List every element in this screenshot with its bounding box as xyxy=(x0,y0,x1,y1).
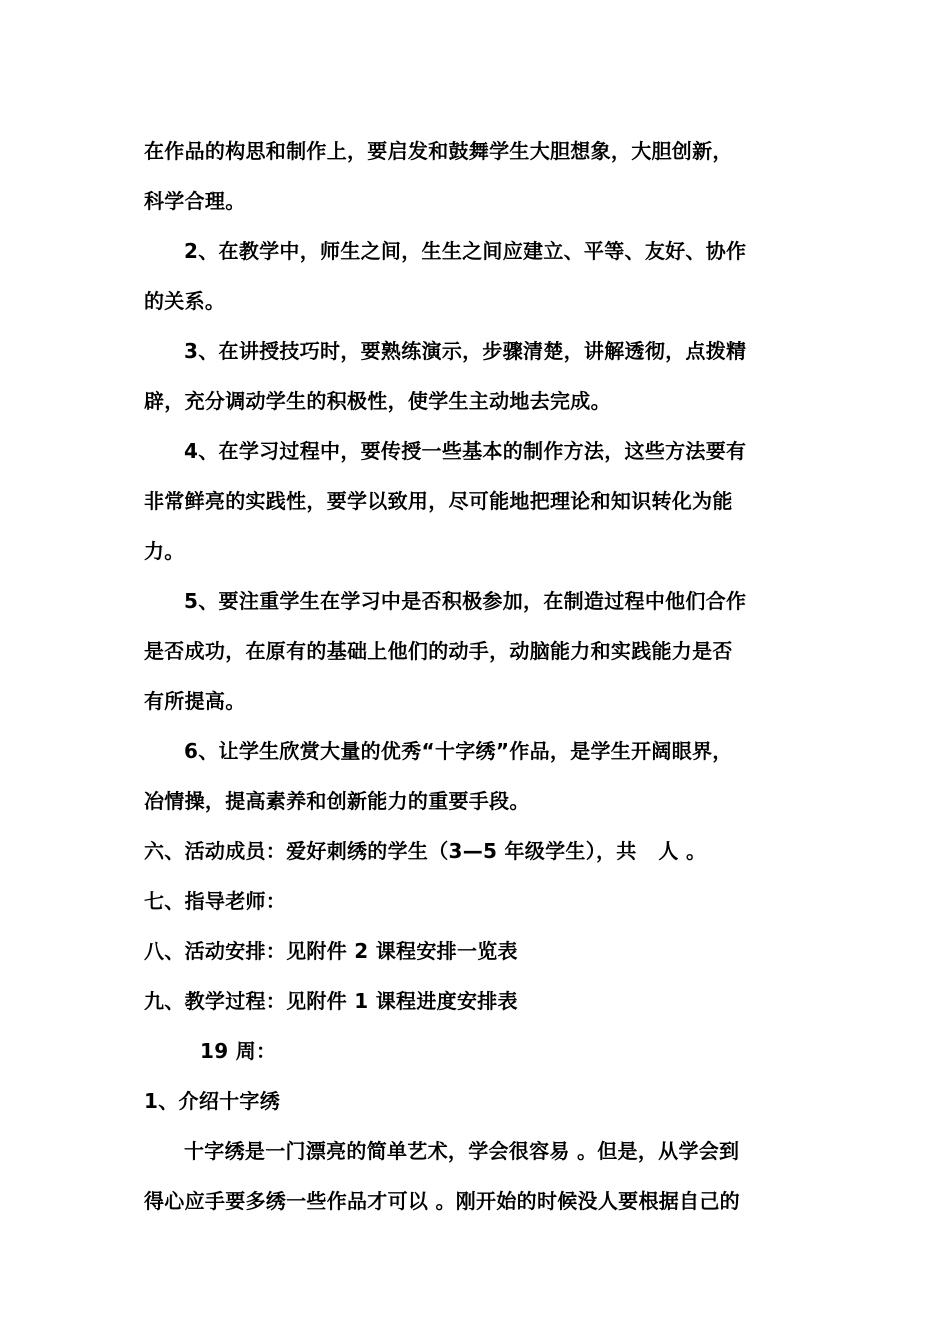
paragraph-line: 是否成功，在原有的基础上他们的动手，动脑能力和实践能力是否 xyxy=(144,639,733,663)
paragraph-line: 十字绣是一门漂亮的简单艺术，学会很容易 。但是，从学会到 xyxy=(184,1139,740,1163)
section-heading-members: 六、活动成员：爱好刺绣的学生（3—5 年级学生），共 人 。 xyxy=(144,839,707,863)
paragraph-line: 有所提高。 xyxy=(144,689,246,713)
list-item-3-line: 3、在讲授技巧时，要熟练演示，步骤清楚，讲解透彻，点拨精 xyxy=(184,339,747,363)
paragraph-line: 的关系。 xyxy=(144,289,226,313)
paragraph-line: 在作品的构思和制作上，要启发和鼓舞学生大胆想象，大胆创新， xyxy=(144,139,733,163)
paragraph-line: 得心应手要多绣一些作品才可以 。刚开始的时候没人要根据自己的 xyxy=(144,1189,740,1213)
subheading-intro: 1、介绍十字绣 xyxy=(144,1089,281,1113)
paragraph-line: 辟，充分调动学生的积极性，使学生主动地去完成。 xyxy=(144,389,611,413)
paragraph-line: 冶情操，提高素养和创新能力的重要手段。 xyxy=(144,789,530,813)
paragraph-line: 非常鲜亮的实践性，要学以致用，尽可能地把理论和知识转化为能 xyxy=(144,489,733,513)
section-heading-teacher: 七、指导老师： xyxy=(144,889,287,913)
paragraph-line: 力。 xyxy=(144,539,185,563)
paragraph-line: 科学合理。 xyxy=(144,189,246,213)
section-heading-process: 九、教学过程：见附件 1 课程进度安排表 xyxy=(144,989,518,1013)
section-heading-schedule: 八、活动安排：见附件 2 课程安排一览表 xyxy=(144,939,518,963)
list-item-2-line: 2、在教学中，师生之间，生生之间应建立、平等、友好、协作 xyxy=(184,239,747,263)
list-item-4-line: 4、在学习过程中，要传授一些基本的制作方法，这些方法要有 xyxy=(184,439,747,463)
list-item-6-line: 6、让学生欣赏大量的优秀“十字绣”作品，是学生开阔眼界， xyxy=(184,739,733,763)
week-label: 19 周： xyxy=(200,1039,277,1063)
list-item-5-line: 5、要注重学生在学习中是否积极参加，在制造过程中他们合作 xyxy=(184,589,747,613)
